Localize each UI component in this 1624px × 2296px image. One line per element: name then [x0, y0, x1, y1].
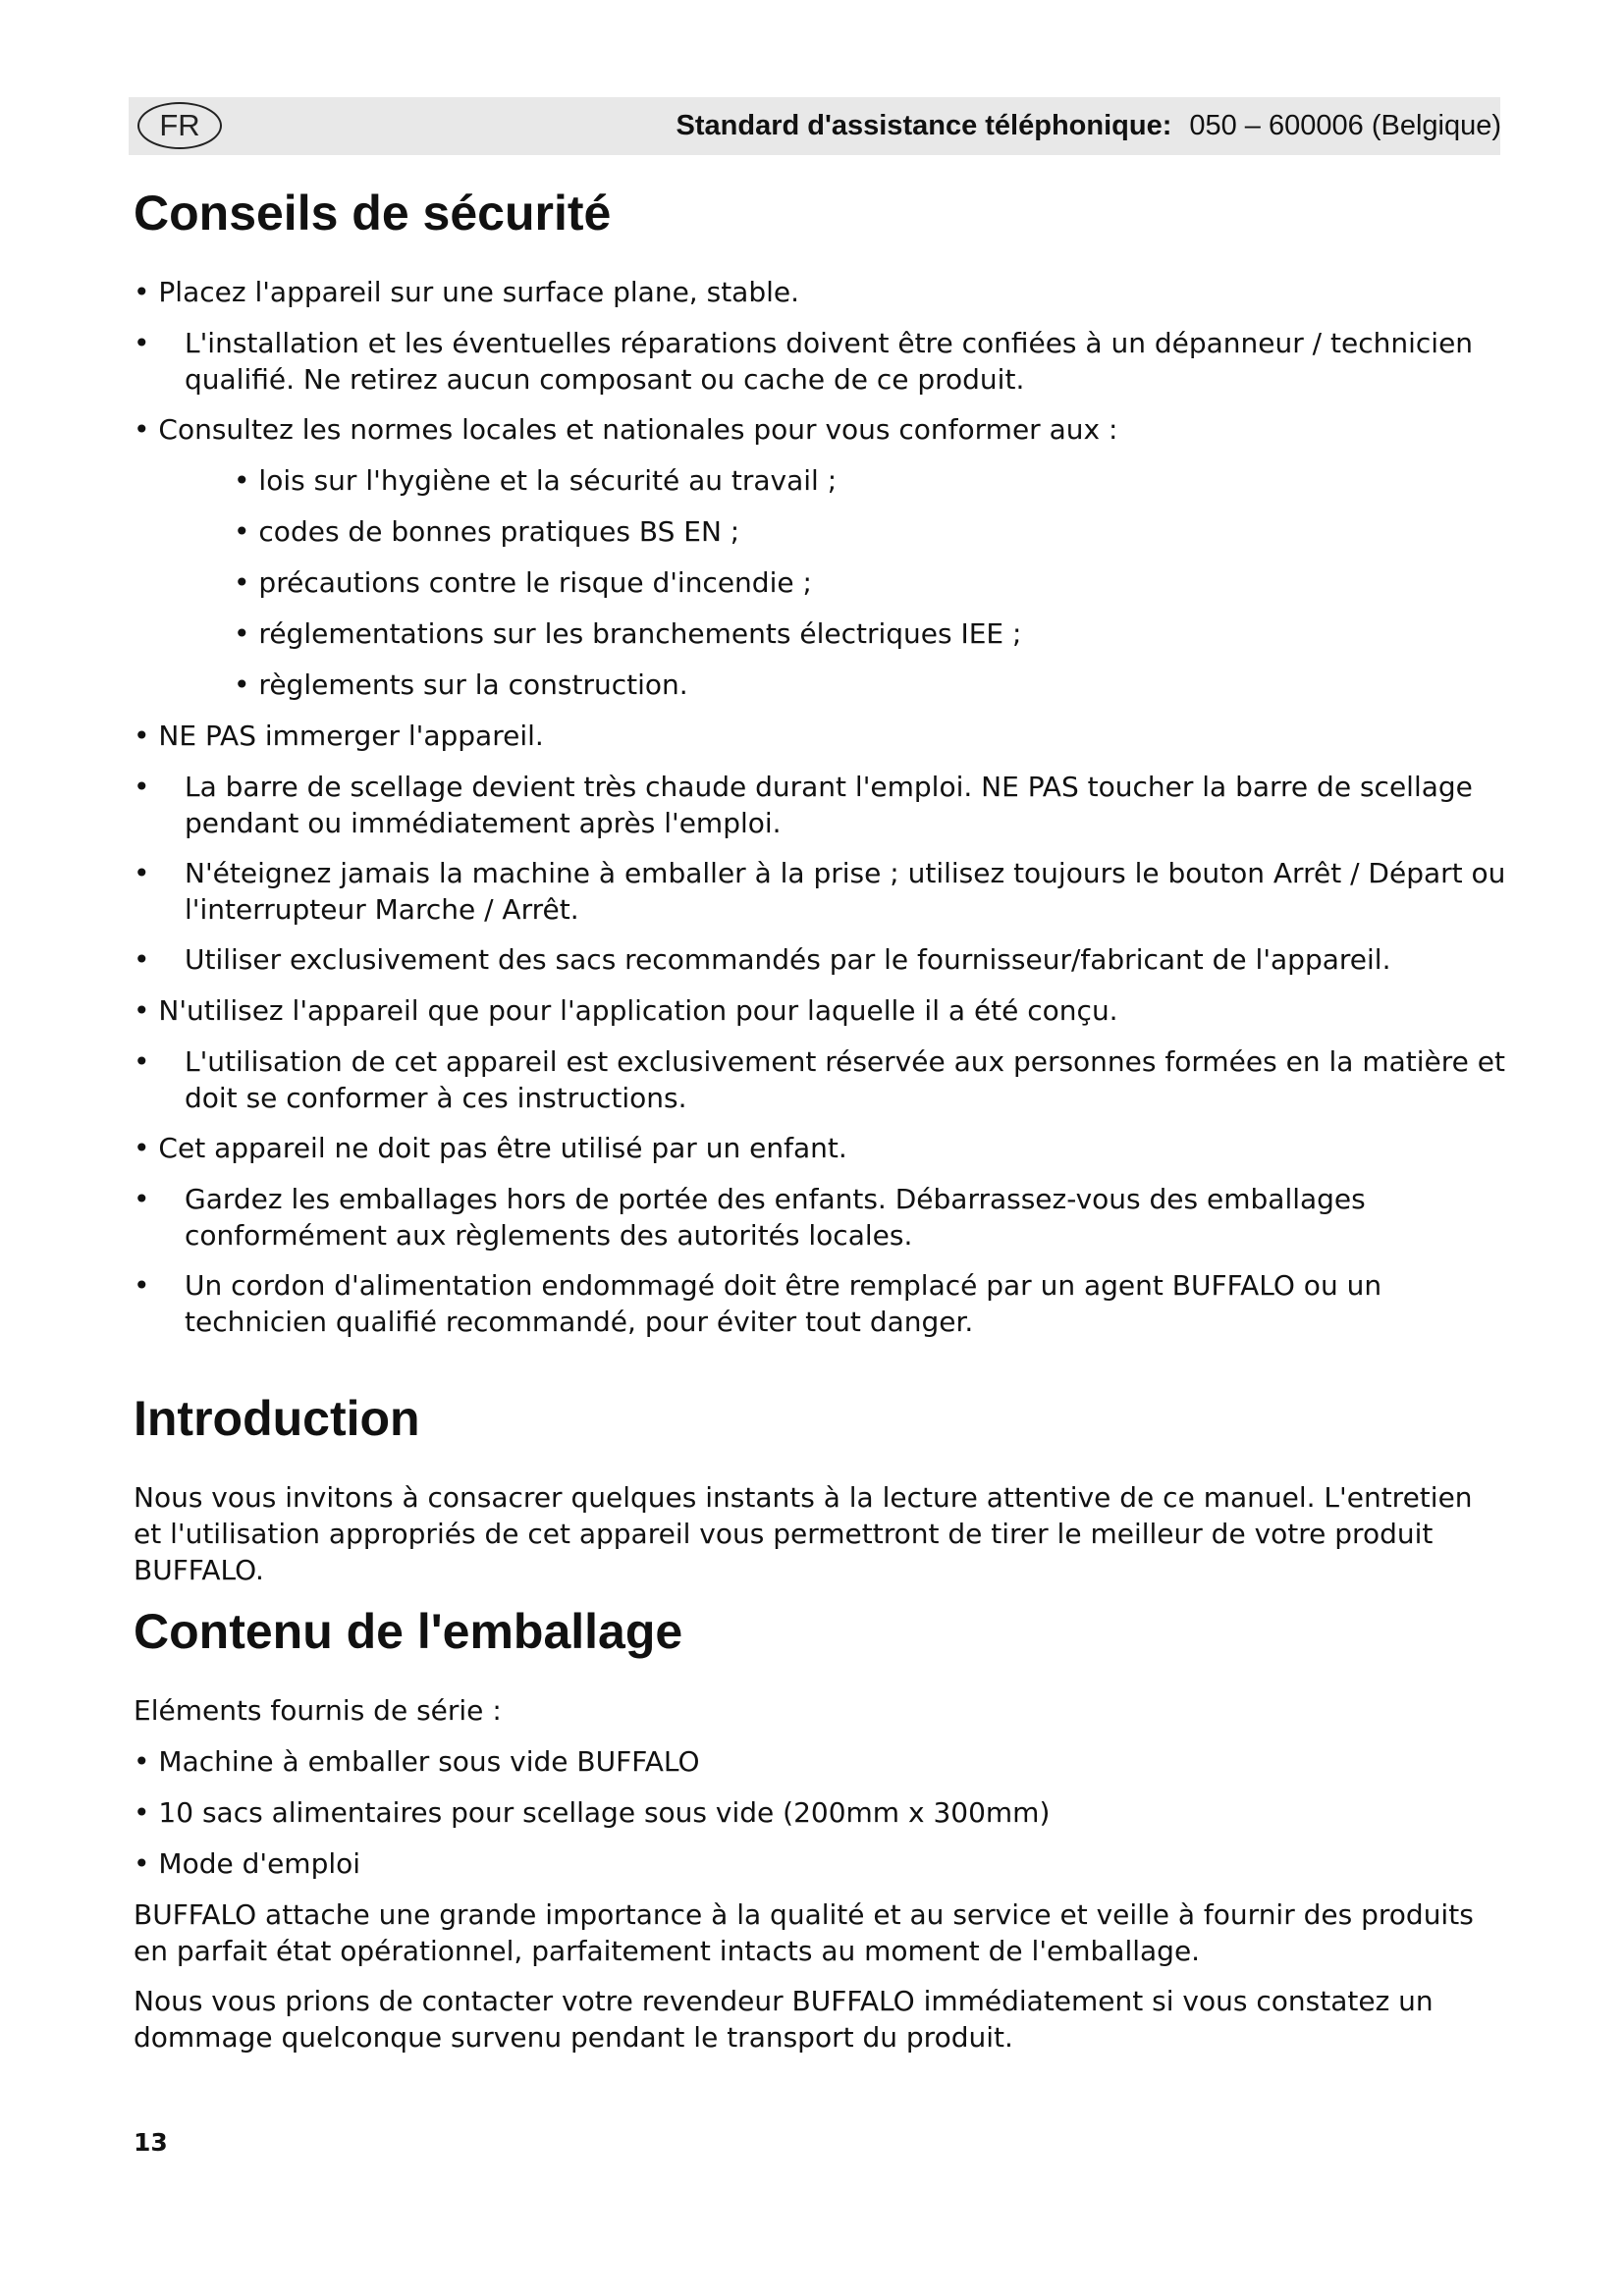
introduction-text: Nous vous invitons à consacrer quelques instants à la lecture attentive de ce manuel. L'entretien et l'utilisation appropriés de cet appareil vous permettront de tirer le meilleur de votre produit BUFFALO. [134, 1481, 1473, 1586]
sub-list-item: • lois sur l'hygiène et la sécurité au travail ; [234, 464, 838, 497]
list-item: • L'installation et les éventuelles réparations doivent être confiées à un dépanneur / technicien qualifié. Ne retirez aucun composant ou cache de ce produit. [134, 327, 1474, 396]
list-item: • 10 sacs alimentaires pour scellage sous vide (200mm x 300mm) [134, 1796, 1051, 1829]
sub-list-item: • règlements sur la construction. [234, 668, 688, 701]
bullet-icon: • [134, 1045, 150, 1078]
list-item: • Utiliser exclusivement des sacs recommandés par le fournisseur/fabricant de l'appareil. [134, 943, 1391, 976]
sub-list-item: • précautions contre le risque d'incendie ; [234, 566, 812, 599]
safety-heading: Conseils de sécurité [134, 186, 612, 240]
bullet-icon: • [134, 1183, 150, 1215]
bullet-icon: • [134, 771, 150, 803]
list-item: • N'éteignez jamais la machine à emballer à la prise ; utilisez toujours le bouton Arrêt / Départ ou l'interrupteur Marche / Arrêt. [134, 857, 1506, 926]
package-contents-heading: Contenu de l'emballage [134, 1604, 683, 1659]
bullet-icon: • [134, 1269, 150, 1302]
bullet-icon: • [134, 943, 150, 976]
list-item: • N'utilisez l'appareil que pour l'application pour laquelle il a été conçu. [134, 994, 1118, 1027]
list-item: • La barre de scellage devient très chaude durant l'emploi. NE PAS toucher la barre de scellage pendant ou immédiatement après l'emploi. [134, 771, 1473, 839]
list-item: • Placez l'appareil sur une surface plane, stable. [134, 276, 800, 308]
list-item: • NE PAS immerger l'appareil. [134, 720, 544, 752]
hotline-label: Standard d'assistance téléphonique: [676, 110, 1172, 141]
list-item: • L'utilisation de cet appareil est exclusivement réservée aux personnes formées en la matière et doit se conformer à ces instructions. [134, 1045, 1505, 1114]
package-contents-lead: Eléments fournis de série : [134, 1694, 502, 1727]
list-item: • Cet appareil ne doit pas être utilisé par un enfant. [134, 1132, 847, 1164]
contact-paragraph: Nous vous prions de contacter votre revendeur BUFFALO immédiatement si vous constatez un dommage quelconque survenu pendant le transport du produit. [134, 1985, 1434, 2054]
list-item: • Gardez les emballages hors de portée des enfants. Débarrassez-vous des emballages conformément aux règlements des autorités locales. [134, 1183, 1366, 1252]
introduction-heading: Introduction [134, 1391, 420, 1446]
page-number: 13 [134, 2128, 168, 2157]
sub-list-item: • réglementations sur les branchements électriques IEE ; [234, 617, 1022, 650]
list-item: • Un cordon d'alimentation endommagé doit être remplacé par un agent BUFFALO ou un technicien qualifié recommandé, pour éviter tout danger. [134, 1269, 1382, 1338]
bullet-icon: • [134, 327, 150, 359]
list-item: • Machine à emballer sous vide BUFFALO [134, 1745, 700, 1778]
quality-paragraph: BUFFALO attache une grande importance à la qualité et au service et veille à fournir des produits en parfait état opérationnel, parfaitement intacts au moment de l'emballage. [134, 1898, 1474, 1967]
sub-list-item: • codes de bonnes pratiques BS EN ; [234, 515, 740, 548]
language-badge: FR [137, 102, 222, 149]
list-item: • Consultez les normes locales et nationales pour vous conformer aux : [134, 413, 1118, 446]
list-item: • Mode d'emploi [134, 1847, 361, 1880]
hotline-info [677, 102, 1501, 149]
bullet-icon: • [134, 857, 150, 889]
hotline-number: 050 – 600006 (Belgique) [1189, 110, 1501, 141]
